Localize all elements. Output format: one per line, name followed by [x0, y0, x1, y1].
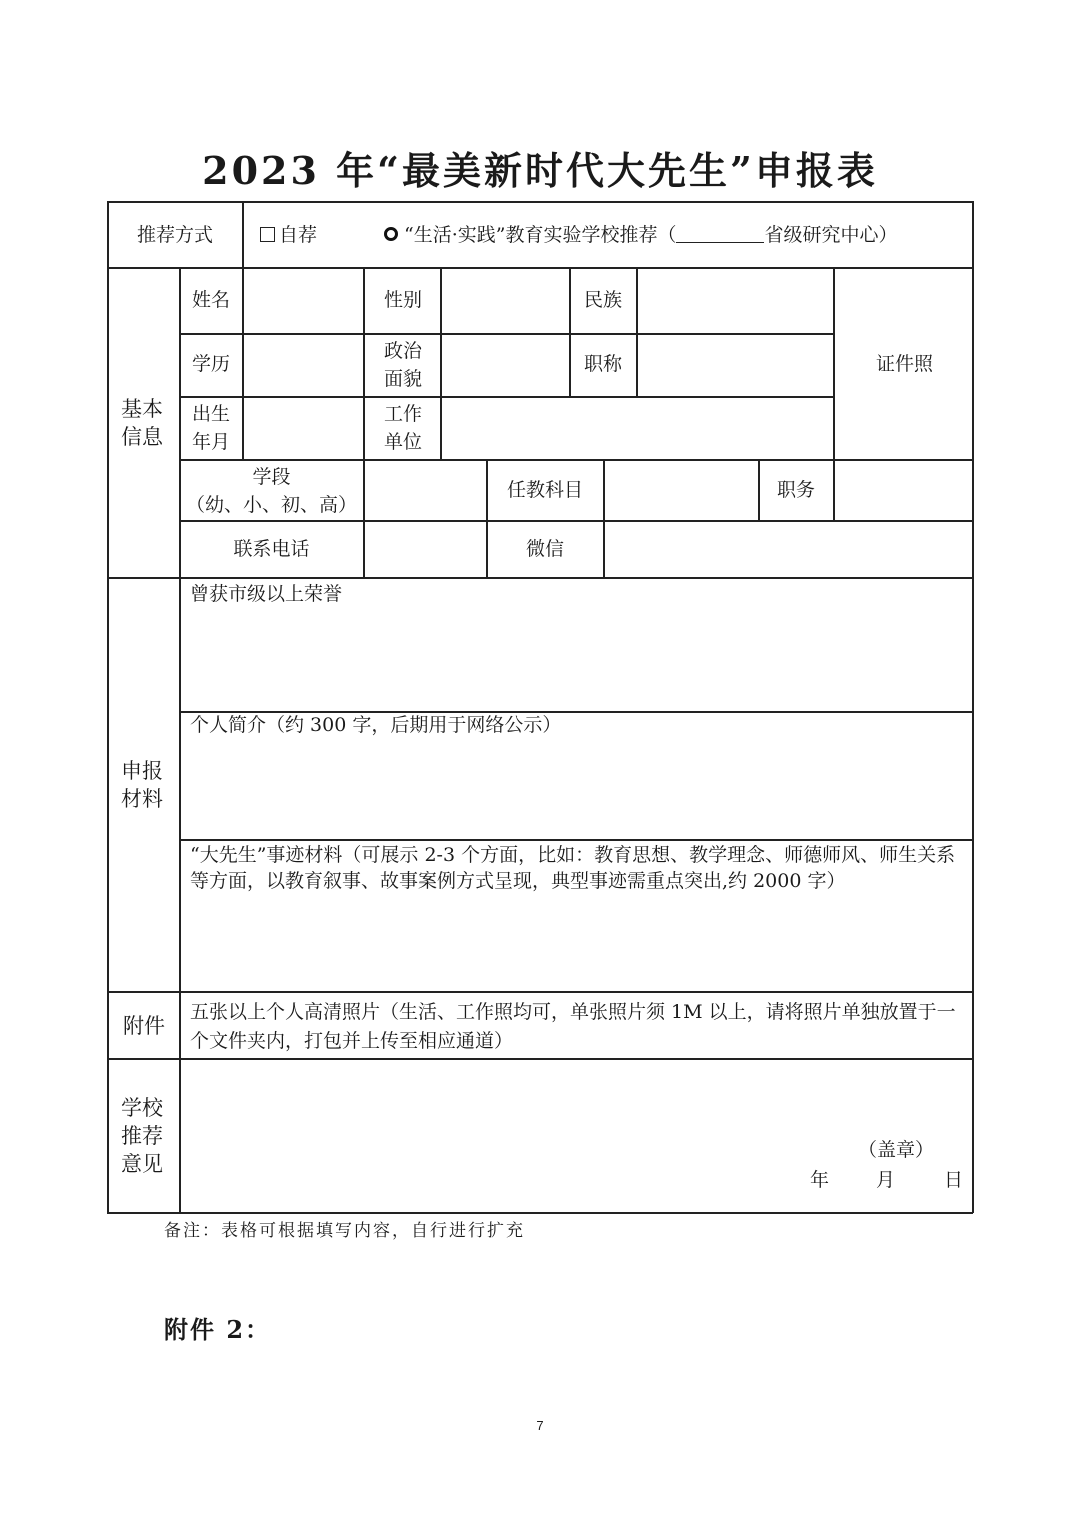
- name-label: 姓名: [192, 289, 231, 311]
- province-center-blank[interactable]: [676, 224, 764, 243]
- gender-label: 性别: [384, 289, 423, 311]
- form-note: 备注：表格可根据填写内容，自行进行扩充: [164, 1221, 525, 1241]
- date-day-label: 日: [944, 1169, 964, 1191]
- school-stage-options: （幼、小、初、高）: [185, 494, 357, 516]
- radio-ring-icon[interactable]: [384, 227, 398, 241]
- profile-label: 个人简介（约 300 字，后期用于网络公示）: [190, 714, 562, 736]
- school-recommend-label: “生活·实践”教育实验学校推荐（: [404, 224, 677, 246]
- form-title: 2023 年“最美新时代大先生”申报表: [202, 148, 878, 193]
- political-status-label: 政治面貌: [384, 340, 423, 390]
- work-unit-label: 工作单位: [384, 403, 423, 453]
- self-recommend-option[interactable]: [260, 221, 317, 249]
- birth-date-label: 出生年月: [192, 403, 231, 453]
- deeds-label: “大先生”事迹材料（可展示 2-3 个方面，比如：教育思想、教学理念、师德师风、师生关系等方面，以教育叙事、故事案例方式呈现，典型事迹需重点突出,约 2000 字）: [190, 844, 956, 892]
- id-photo-label: 证件照: [876, 353, 934, 375]
- attachment-heading: 附件 2：: [164, 1315, 272, 1344]
- date-year-label: 年: [810, 1169, 830, 1191]
- basic-info-label: 基本信息: [121, 397, 163, 449]
- school-stage-label: 学段: [252, 466, 291, 488]
- subject-label: 任教科目: [506, 479, 583, 501]
- date-month-label: 月: [876, 1169, 896, 1191]
- school-opinion-label: 学校推荐意见: [121, 1096, 163, 1176]
- page-number: 7: [536, 1418, 544, 1433]
- checkbox-icon[interactable]: [260, 227, 275, 242]
- recommend-method-label: 推荐方式: [137, 224, 214, 246]
- school-recommend-option[interactable]: [384, 221, 897, 249]
- professional-title-label: 职称: [584, 353, 623, 375]
- school-recommend-suffix: 省级研究中心）: [764, 224, 898, 246]
- phone-label: 联系电话: [233, 538, 310, 560]
- attachment-row-text: 五张以上个人高清照片（生活、工作照均可，单张照片须 1M 以上，请将照片单独放置于一个文件夹内，打包并上传至相应通道）: [190, 1001, 956, 1052]
- self-recommend-label: 自荐: [279, 224, 318, 246]
- attachment-row-label: 附件: [123, 1014, 165, 1038]
- ethnicity-label: 民族: [584, 289, 623, 311]
- position-label: 职务: [776, 479, 815, 501]
- education-label: 学历: [192, 353, 231, 375]
- wechat-label: 微信: [525, 538, 564, 560]
- honors-label: 曾获市级以上荣誉: [190, 583, 343, 605]
- materials-label: 申报材料: [121, 759, 163, 811]
- seal-label: （盖章）: [858, 1139, 935, 1161]
